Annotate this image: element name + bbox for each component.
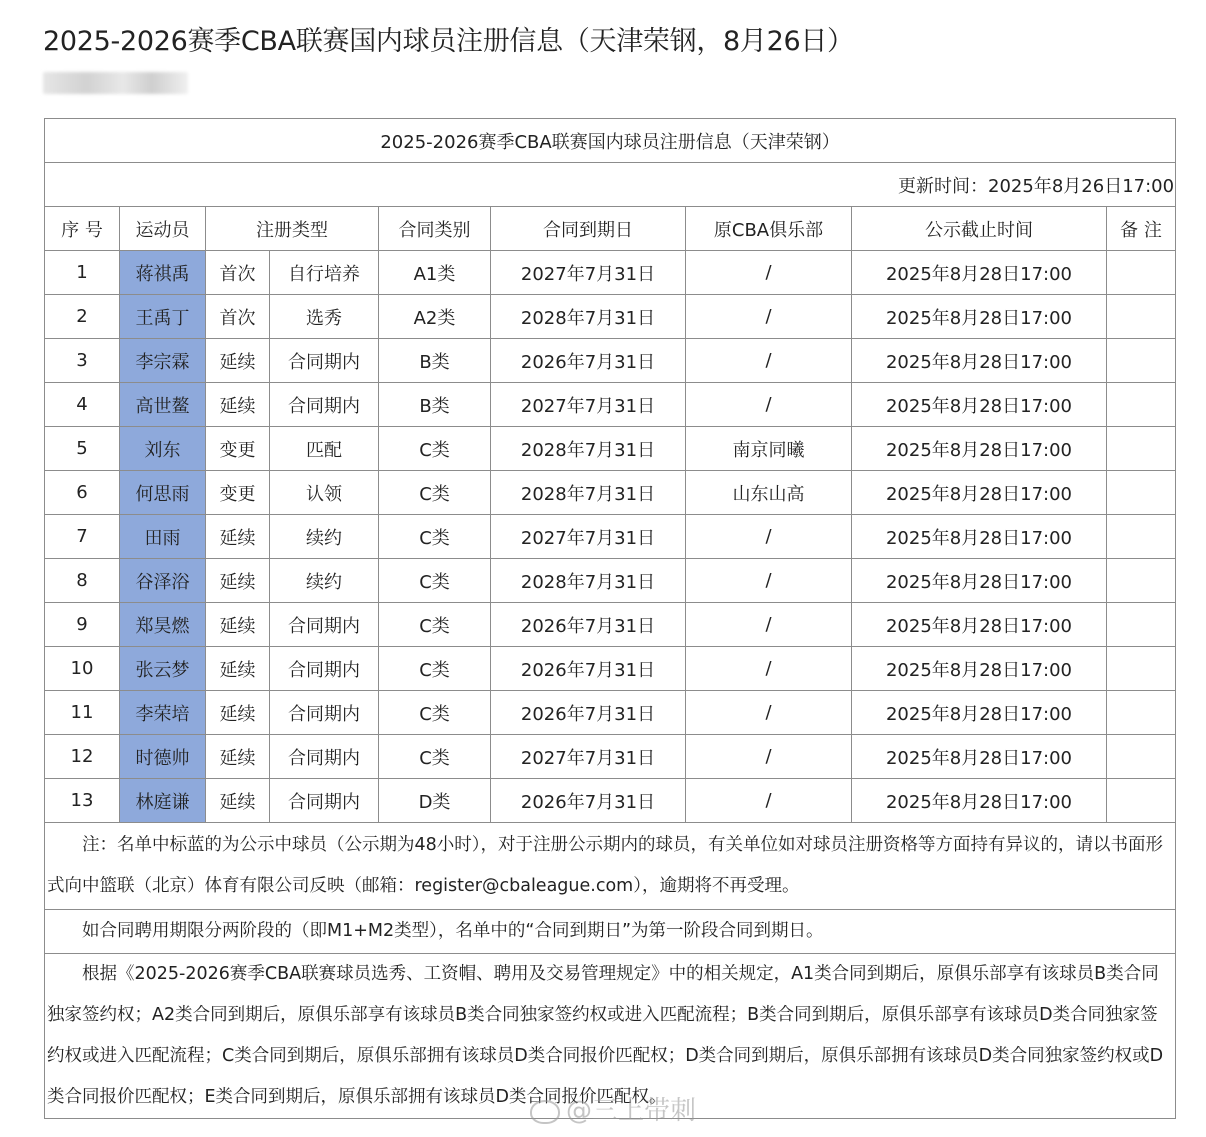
reg-type-primary: 延续 xyxy=(206,647,270,691)
table-row xyxy=(45,339,1176,383)
reg-type-detail: 合同期内 xyxy=(270,339,379,383)
remark xyxy=(1107,691,1176,735)
player-name: 林庭谦 xyxy=(120,779,206,823)
table-row xyxy=(45,471,1176,515)
table-row xyxy=(45,251,1176,295)
header-reg-type: 注册类型 xyxy=(206,207,379,251)
contract-expiry: 2027年7月31日 xyxy=(491,515,686,559)
row-index: 5 xyxy=(45,427,120,471)
contract-expiry: 2028年7月31日 xyxy=(491,559,686,603)
publicity-deadline: 2025年8月28日17:00 xyxy=(852,735,1107,779)
publicity-deadline: 2025年8月28日17:00 xyxy=(852,471,1107,515)
row-index: 12 xyxy=(45,735,120,779)
table-row xyxy=(45,779,1176,823)
row-index: 7 xyxy=(45,515,120,559)
reg-type-primary: 延续 xyxy=(206,515,270,559)
note-objection: 注：名单中标蓝的为公示中球员（公示期为48小时），对于注册公示期内的球员，有关单位如对球员注册资格等方面持有异议的，请以书面形式向中篮联（北京）体育有限公司反映（邮箱：register@cbaleague.com），逾期将不再受理。 xyxy=(45,823,1176,910)
reg-type-detail: 合同期内 xyxy=(270,779,379,823)
player-name: 李荣培 xyxy=(120,691,206,735)
row-index: 8 xyxy=(45,559,120,603)
publicity-deadline: 2025年8月28日17:00 xyxy=(852,383,1107,427)
row-index: 3 xyxy=(45,339,120,383)
reg-type-primary: 延续 xyxy=(206,779,270,823)
header-deadline: 公示截止时间 xyxy=(852,207,1107,251)
table-row xyxy=(45,515,1176,559)
reg-type-detail: 选秀 xyxy=(270,295,379,339)
reg-type-detail: 自行培养 xyxy=(270,251,379,295)
remark xyxy=(1107,295,1176,339)
contract-class: C类 xyxy=(379,647,491,691)
contract-expiry: 2027年7月31日 xyxy=(491,735,686,779)
weibo-logo-icon xyxy=(530,1100,560,1124)
reg-type-detail: 合同期内 xyxy=(270,691,379,735)
reg-type-detail: 合同期内 xyxy=(270,647,379,691)
header-contract-class: 合同类别 xyxy=(379,207,491,251)
header-row xyxy=(45,207,1176,251)
reg-type-primary: 延续 xyxy=(206,339,270,383)
former-club: / xyxy=(686,735,852,779)
remark xyxy=(1107,471,1176,515)
player-name: 田雨 xyxy=(120,515,206,559)
note-rules: 根据《2025-2026赛季CBA联赛球员选秀、工资帽、聘用及交易管理规定》中的相关规定，A1类合同到期后，原俱乐部享有该球员B类合同独家签约权；A2类合同到期后，原俱乐部享有该球员B类合同独家签约权或进入匹配流程；B类合同到期后，原俱乐部享有该球员D类合同独家签约权或进入匹配流程；C类合同到期后，原俱乐部拥有该球员D类合同报价匹配权；D类合同到期后，原俱乐部拥有该球员D类合同独家签约权或D类合同报价匹配权；E类合同到期后，原俱乐部拥有该球员D类合同报价匹配权。 xyxy=(45,954,1176,1119)
publicity-deadline: 2025年8月28日17:00 xyxy=(852,339,1107,383)
blurred-author-byline xyxy=(43,72,188,94)
note-two-stage: 如合同聘用期限分两阶段的（即M1+M2类型），名单中的“合同到期日”为第一阶段合同到期日。 xyxy=(45,910,1176,954)
contract-class: A2类 xyxy=(379,295,491,339)
player-name: 时德帅 xyxy=(120,735,206,779)
remark xyxy=(1107,647,1176,691)
row-index: 6 xyxy=(45,471,120,515)
reg-type-detail: 合同期内 xyxy=(270,383,379,427)
table-row xyxy=(45,647,1176,691)
player-name: 蒋祺禹 xyxy=(120,251,206,295)
update-time: 更新时间：2025年8月26日17:00 xyxy=(45,163,1176,207)
row-index: 9 xyxy=(45,603,120,647)
player-name: 郑昊燃 xyxy=(120,603,206,647)
header-expiry: 合同到期日 xyxy=(491,207,686,251)
row-index: 1 xyxy=(45,251,120,295)
remark xyxy=(1107,251,1176,295)
page-title: 2025-2026赛季CBA联赛国内球员注册信息（天津荣钢，8月26日） xyxy=(43,26,854,57)
row-index: 11 xyxy=(45,691,120,735)
header-player: 运动员 xyxy=(120,207,206,251)
contract-class: B类 xyxy=(379,339,491,383)
player-name: 刘东 xyxy=(120,427,206,471)
contract-expiry: 2027年7月31日 xyxy=(491,251,686,295)
table-row xyxy=(45,383,1176,427)
watermark-text: @三上带刺 xyxy=(566,1096,697,1126)
reg-type-primary: 变更 xyxy=(206,427,270,471)
publicity-deadline: 2025年8月28日17:00 xyxy=(852,779,1107,823)
remark xyxy=(1107,339,1176,383)
contract-class: C类 xyxy=(379,427,491,471)
remark xyxy=(1107,603,1176,647)
former-club: / xyxy=(686,295,852,339)
former-club: 南京同曦 xyxy=(686,427,852,471)
contract-expiry: 2028年7月31日 xyxy=(491,427,686,471)
publicity-deadline: 2025年8月28日17:00 xyxy=(852,603,1107,647)
contract-class: C类 xyxy=(379,559,491,603)
remark xyxy=(1107,427,1176,471)
former-club: 山东山高 xyxy=(686,471,852,515)
contract-class: A1类 xyxy=(379,251,491,295)
player-name: 何思雨 xyxy=(120,471,206,515)
remark xyxy=(1107,559,1176,603)
table-row xyxy=(45,559,1176,603)
contract-class: C类 xyxy=(379,691,491,735)
former-club: / xyxy=(686,383,852,427)
reg-type-detail: 认领 xyxy=(270,471,379,515)
reg-type-detail: 匹配 xyxy=(270,427,379,471)
remark xyxy=(1107,383,1176,427)
table-row xyxy=(45,427,1176,471)
contract-expiry: 2026年7月31日 xyxy=(491,691,686,735)
header-former-club: 原CBA俱乐部 xyxy=(686,207,852,251)
former-club: / xyxy=(686,559,852,603)
registration-table xyxy=(44,118,1176,1119)
former-club: / xyxy=(686,339,852,383)
former-club: / xyxy=(686,251,852,295)
reg-type-primary: 延续 xyxy=(206,383,270,427)
contract-class: B类 xyxy=(379,383,491,427)
table-row xyxy=(45,295,1176,339)
publicity-deadline: 2025年8月28日17:00 xyxy=(852,515,1107,559)
reg-type-primary: 延续 xyxy=(206,691,270,735)
former-club: / xyxy=(686,515,852,559)
row-index: 13 xyxy=(45,779,120,823)
former-club: / xyxy=(686,779,852,823)
header-remark: 备 注 xyxy=(1107,207,1176,251)
contract-class: C类 xyxy=(379,735,491,779)
table-row xyxy=(45,603,1176,647)
former-club: / xyxy=(686,691,852,735)
reg-type-primary: 延续 xyxy=(206,603,270,647)
player-name: 李宗霖 xyxy=(120,339,206,383)
remark xyxy=(1107,515,1176,559)
reg-type-primary: 延续 xyxy=(206,735,270,779)
contract-class: C类 xyxy=(379,471,491,515)
publicity-deadline: 2025年8月28日17:00 xyxy=(852,559,1107,603)
contract-expiry: 2026年7月31日 xyxy=(491,603,686,647)
reg-type-primary: 变更 xyxy=(206,471,270,515)
header-index: 序 号 xyxy=(45,207,120,251)
reg-type-primary: 首次 xyxy=(206,251,270,295)
publicity-deadline: 2025年8月28日17:00 xyxy=(852,427,1107,471)
table-title: 2025-2026赛季CBA联赛国内球员注册信息（天津荣钢） xyxy=(45,119,1176,163)
player-name: 王禹丁 xyxy=(120,295,206,339)
publicity-deadline: 2025年8月28日17:00 xyxy=(852,691,1107,735)
row-index: 2 xyxy=(45,295,120,339)
contract-expiry: 2026年7月31日 xyxy=(491,339,686,383)
remark xyxy=(1107,735,1176,779)
contract-class: C类 xyxy=(379,515,491,559)
watermark xyxy=(530,1090,696,1127)
reg-type-detail: 合同期内 xyxy=(270,603,379,647)
contract-expiry: 2026年7月31日 xyxy=(491,647,686,691)
contract-expiry: 2028年7月31日 xyxy=(491,471,686,515)
player-name: 高世鳌 xyxy=(120,383,206,427)
row-index: 10 xyxy=(45,647,120,691)
publicity-deadline: 2025年8月28日17:00 xyxy=(852,251,1107,295)
reg-type-primary: 首次 xyxy=(206,295,270,339)
reg-type-detail: 合同期内 xyxy=(270,735,379,779)
reg-type-primary: 延续 xyxy=(206,559,270,603)
contract-class: D类 xyxy=(379,779,491,823)
player-name: 谷泽浴 xyxy=(120,559,206,603)
publicity-deadline: 2025年8月28日17:00 xyxy=(852,295,1107,339)
publicity-deadline: 2025年8月28日17:00 xyxy=(852,647,1107,691)
table-row xyxy=(45,691,1176,735)
former-club: / xyxy=(686,603,852,647)
contract-expiry: 2026年7月31日 xyxy=(491,779,686,823)
reg-type-detail: 续约 xyxy=(270,515,379,559)
row-index: 4 xyxy=(45,383,120,427)
contract-expiry: 2027年7月31日 xyxy=(491,383,686,427)
contract-class: C类 xyxy=(379,603,491,647)
contract-expiry: 2028年7月31日 xyxy=(491,295,686,339)
table-row xyxy=(45,735,1176,779)
former-club: / xyxy=(686,647,852,691)
player-name: 张云梦 xyxy=(120,647,206,691)
remark xyxy=(1107,779,1176,823)
reg-type-detail: 续约 xyxy=(270,559,379,603)
